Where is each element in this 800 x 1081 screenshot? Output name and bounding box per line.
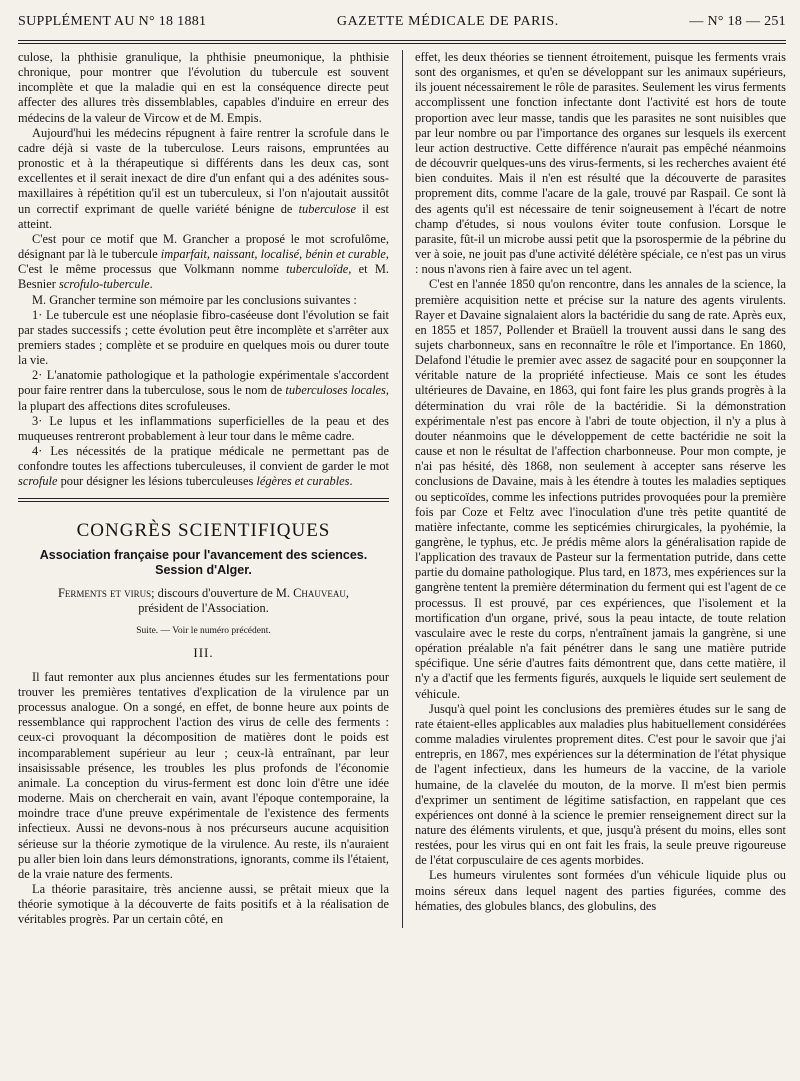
header-rule	[18, 40, 786, 41]
paragraph: C'est en l'année 1850 qu'on rencontre, dans les annales de la science, la première acquisition nette et précise sur la nature des agents virulents. Rayer et Davaine signalaient alors la bactéridie du sang de rate. Après eux, en 1855 et 1857, Pollender et Braüell la trouvent aussi dans le sang des sujets charbonneux, sans en reconnaître le rôle et l'importance. En 1860, Delafond l'étudie le premier avec assez de sagacité pour en soupçonner la véritable nature de la propriété infectieuse. Mais ce sont les études ultérieures de Davaine, en 1863, qui font faire les plus grands progrès à la détermination du vrai rôle de la bactéridie. Si la démonstration expérimentale n'est pas encore à l'abri de toute objection, il n'y a plus à douter néanmoins que le développement de cette bactéridie ne soit la cause et non le résultat de l'affection charbonneuse. Pour mon compte, je n'ai pas hésité, dès 1868, non seulement à accepter sans réserve les conclusions de Davaine, mais à les étendre à toutes les maladies septiques ou septicoïdes, comme les infections putrides provoquées pour la première fois par Coze et Feltz avec l'inoculation d'une très petite quantité de matière infectante, comme les septicémies chirurgicales, la pyohémie, la gangrène, le typhus, etc. Je prédis même alors la généralisation rapide de l'application des travaux de Pasteur sur la fermentation putride, dans cette partie du domaine pathologique. Plus tard, en 1873, mes expériences sur la gangrène tentent la première détermination du ferment qui est l'agent de ce processus. Il est prouvé, par ces expériences, que l'isolement et la mortification d'un organe, privé, sous la peau intacte, de toute relation vasculaire avec le reste du corps, n'entraînent jamais la gangrène, si une opération préalable n'a fait pénétrer dans le sang une matière putride spécifique. Une série d'autres faits démontrent que, dans cette matière, il n'y a d'actif que les ferments figurés, auxquels le liquide sert seulement de véhicule.	[415, 277, 786, 701]
header-rule-thin	[18, 43, 786, 44]
left-column	[18, 50, 391, 928]
conclusion-3: 3· Le lupus et les inflammations superficielles de la peau et des muqueuses rentreront probablement à leur tour dans le même cadre.	[18, 413, 389, 443]
paragraph: La théorie parasitaire, très ancienne aussi, se prêtait mieux que la théorie symotique à la découverte de faits positifs et à la réalisation de véritables progrès. Par un certain côté, en	[18, 882, 389, 927]
association-title: Association française pour l'avancement des sciences. Session d'Alger.	[39, 547, 368, 577]
continuation-note: Suite. — Voir le numéro précédent.	[136, 625, 271, 636]
header-supplement: SUPPLÉMENT AU N° 18 1881	[18, 14, 207, 29]
section-title: CONGRÈS SCIENTIFIQUES	[76, 519, 331, 541]
paragraph: Il faut remonter aux plus anciennes études sur les fermentations pour trouver les premières tentatives d'explication de la virulence par un processus analogue. On a songé, en effet, de bonne heure aux points de ressemblance qui rapprochent l'action des virus de celle des ferments : ceux-ci provoquant la décomposition de matières dont le poids est incomparablement supérieur au leur ; ceux-là entraînant, par leur insaisissable présence, les troubles les plus profonds de l'économie animale. La conception du virus-ferment est donc loin d'être une idée moderne. Mais on chercherait en vain, avant l'époque contemporaine, la moindre trace d'une preuve expérimentale de l'existence des ferments infectieux. Aussi ne devons-nous à nos précurseurs aucune acquisition sérieuse sur la théorie zymotique de la virulence. Au reste, ils n'auraient pu aller bien loin dans leurs démonstrations, ignorants, comme ils l'étaient, de la vraie nature des ferments.	[18, 669, 389, 881]
conclusion-4: 4· Les nécessités de la pratique médicale ne permettant pas de confondre toutes les affections tuberculeuses, il convient de garder le mot scrofule pour désigner les lésions tuberculeuses légères et curables.	[18, 444, 389, 489]
column-divider	[402, 50, 403, 928]
paragraph: effet, les deux théories se tiennent étroitement, puisque les ferments vrais sont des organismes, et qu'en se développant sur les animaux supérieurs, ils jouent nécessairement le rôle de parasites. Seulement les virus ferments accomplissent une fonction infectante dont l'activité est hors de toute proportion avec leur masse, tandis que les parasites ne sont nuisibles que par leur nombre ou par l'importance des organes sur lesquels ils exercent leur action destructive. Cette différence n'aurait pas empêché néanmoins de découvrir quelques-uns des virus-ferments, si les recherches avaient été bien conduites. Mais il n'en est résulté que la découverte de parasites proprement dits, comme l'acare de la gale, trouvé par Raspail. Ce sont là des agents qu'il est nécessaire de tenir soigneusement à l'écart de notre champ d'études, si nous voulons éviter toute confusion. Lorsque le parasite, fût-il un microbe aussi petit que la psorospermie de la pébrine du ver à soie, ne jouit pas d'une activité délétère spéciale, ce n'est pas un virus : nous n'avons rien à faire avec un tel agent.	[415, 50, 786, 277]
page-header	[18, 0, 786, 38]
paragraph: M. Grancher termine son mémoire par les conclusions suivantes :	[32, 292, 357, 307]
paragraph: Aujourd'hui les médecins répugnent à faire rentrer la scrofule dans le cadre déjà si vaste de la tuberculose. Leurs raisons, empruntées au pronostic et à la thérapeutique si différents dans les deux cas, sont excellentes et il serait inexact de dire d'un enfant qui a des adénites sous-maxillaires à répétition qu'il est un tuberculeux, si l'on n'ajoutait aussitôt un correctif exprimant de quelle variété bénigne de tuberculose il est atteint.	[18, 125, 389, 231]
paragraph: culose, la phthisie granulique, la phthisie pneumonique, la phthisie chronique, pour montrer que l'évolution du tubercule est souvent incomplète et que la maladie qui en est la conséquence directe peut affecter des allures très dissemblables, capables d'induire en erreur des médecins de la valeur de Vircow et de M. Empis.	[18, 50, 389, 125]
article-subject: Ferments et virus; discours d'ouverture de M. Chauveau, président de l'Association.	[58, 585, 349, 615]
right-column	[413, 50, 786, 928]
header-journal-title: GAZETTE MÉDICALE DE PARIS.	[336, 14, 559, 29]
header-page-number: — N° 18 — 251	[689, 14, 786, 29]
paragraph: Les humeurs virulentes sont formées d'un véhicule liquide plus ou moins séreux dans lequel nagent des parties figurées, comme des hématies, des globules blancs, des globulins, des	[415, 868, 786, 913]
paragraph: Jusqu'à quel point les conclusions des premières études sur le sang de rate étaient-elles applicables aux maladies plus habituellement considérées comme maladies virulentes proprement dites. C'est pour le savoir que j'ai entrepris, en 1867, mes expériences sur la détermination de l'état physique de l'agent infectieux, dans les humeurs de la vaccine, de la variole humaine, de la clavelée du mouton, de la morve. Il m'est bien permis d'exprimer un sentiment de légitime satisfaction, en rappelant que ces expériences ont donné à la science le premier renseignement direct sur la nature des éléments virulents, et que, jusqu'à présent du moins, elles sont restées, pour les virus qui en ont fait les frais, la seule preuve rigoureuse de l'état corpusculaire de ces agents morbides.	[415, 701, 786, 868]
conclusion-2: 2· L'anatomie pathologique et la pathologie expérimentale s'accordent pour faire rentrer dans la tuberculose, sous le nom de tuberculoses locales, la plupart des affections dites scrofuleuses.	[18, 368, 389, 413]
conclusion-1: 1· Le tubercule est une néoplasie fibro-caséeuse dont l'évolution se fait par stades successifs ; cette évolution peut être incomplète et s'arrêter aux premiers stades ; complète et se produire en quelques mois ou durer toute la vie.	[18, 307, 389, 368]
two-column-body	[18, 50, 786, 928]
section-separator	[18, 498, 389, 502]
part-number: III.	[193, 644, 214, 660]
paragraph: C'est pour ce motif que M. Grancher a proposé le mot scrofulôme, désignant par là le tubercule imparfait, naissant, localisé, bénin et curable, C'est le même processus que Volkmann nomme tuberculoïde, et M. Besnier scrofulo-tubercule.	[18, 231, 389, 292]
